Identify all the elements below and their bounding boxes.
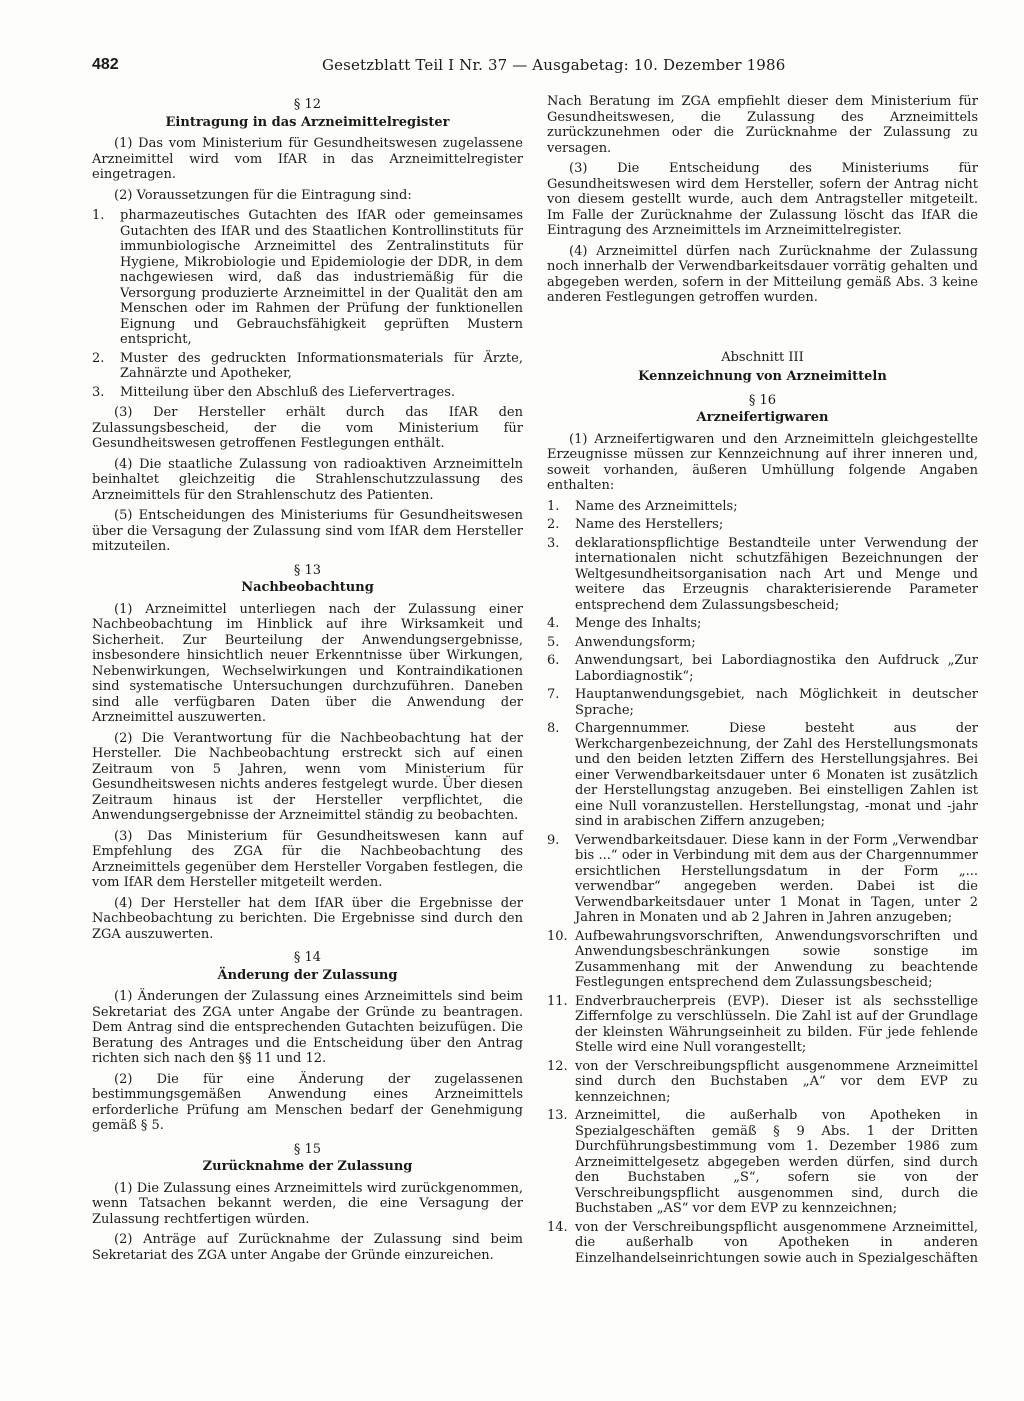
section-number: § 15 <box>293 1141 322 1157</box>
list-item <box>547 635 978 651</box>
list-text: Anwendungsform; <box>575 634 696 650</box>
list-item <box>547 929 978 991</box>
right-column <box>547 94 978 1271</box>
paragraph: (2) Die für eine Änderung der zugelassenen bestimmungsgemäßen Anwendung eines Arzneimittels erforderliche Prüfung am Menschen bedarf der Genehmigung gemäß § 5. <box>92 1071 523 1133</box>
paragraph: (3) Der Hersteller erhält durch das IfAR den Zulassungsbescheid, der die vom Ministerium für Gesundheitswesen getroffenen Festlegungen enthält. <box>92 405 523 451</box>
section-15 <box>92 1142 523 1264</box>
section-15-continued <box>547 94 978 306</box>
paragraph: (2) Die Verantwortung für die Nachbeobachtung hat der Hersteller. Die Nachbeobachtung erstreckt sich auf einen Zeitraum von 5 Jahren, wenn vom Ministerium für Gesundheitswesen nichts anderes festgelegt wurde. Über diesen Zeitraum hinaus ist der Hersteller verpflichtet, die Anwendungsergebnisse der Arzneimittel ständig zu beobachten. <box>92 730 523 823</box>
list-item <box>547 616 978 632</box>
section-title: Eintragung in das Arzneimittelregister <box>165 114 450 130</box>
list-text: Name des Arzneimittels; <box>575 498 738 514</box>
list-text: Name des Herstellers; <box>575 517 724 532</box>
section-title: Zurücknahme der Zulassung <box>202 1159 413 1174</box>
paragraph: (1) Arzneifertigwaren und den Arzneimitteln gleichgestellte Erzeugnisse müssen zur Kennzeichnung auf ihrer inneren und, soweit vorhanden, äußeren Umhüllung folgende Angaben enthalten: <box>547 431 978 493</box>
paragraph: (2) Anträge auf Zurücknahme der Zulassung sind beim Sekretariat des ZGA unter Angabe der Gründe einzureichen. <box>92 1232 523 1263</box>
paragraph: (1) Die Zulassung eines Arzneimittels wird zurückgenommen, wenn Tatsachen bekannt werden, die eine Versagung der Zulassung rechtfertigen würden. <box>92 1180 523 1227</box>
list-item <box>547 721 978 830</box>
list-number: 3. <box>547 535 560 551</box>
section-13 <box>92 563 523 943</box>
paragraph: (3) Das Ministerium für Gesundheitswesen kann auf Empfehlung des ZGA für die Nachbeobachtung des Arzneimittels gegenüber dem Hersteller Vorgaben festlegen, die vom IfAR dem Hersteller mitgeteilt werden. <box>92 828 523 890</box>
list-number: 8. <box>547 721 560 736</box>
list-text: Menge des Inhalts; <box>575 616 702 631</box>
list-text: Endverbraucherpreis (EVP). Dieser ist als sechsstellige Ziffernfolge zu verschlüsseln. Die Zahl ist auf der Grundlage der kleinsten Währungseinheit zu bilden. Für jede fehlende Stelle wird eine Null vorangestellt; <box>575 993 978 1055</box>
list-text: von der Verschreibungspflicht ausgenommene Arzneimittel, die außerhalb von Apotheken in anderen Einzelhandelseinrichtungen sowie auch in Spezialgeschäften <box>575 1219 979 1266</box>
list-number: 1. <box>547 498 560 514</box>
list-number: 2. <box>92 350 105 366</box>
list-number: 13. <box>547 1108 568 1123</box>
list-text: pharmazeutisches Gutachten des IfAR oder gemeinsames Gutachten des IfAR und des Staatlichen Kontrollinstituts für immunbiologische Arzneimittel des Zentralinstituts für Hygiene, Mikrobiologie und Epidemiologie der DDR, in dem nachgewiesen wird, daß das industriemäßig für die Versorgung produzierte Arzneimittel in der Qualität den am Menschen oder im Rahmen der Prüfung der funktionellen Eignung und Gebrauchsfähigkeit geprüften Mustern entspricht, <box>120 208 523 347</box>
list-text: Aufbewahrungsvorschriften, Anwendungsvorschriften und Anwendungsbeschränkungen sowie sonstige im Zusammenhang mit der Anwendung zu beachtende Festlegungen entsprechend dem Zulassungsbescheid; <box>575 928 978 990</box>
list-text: von der Verschreibungspflicht ausgenommene Arzneimittel sind durch den Buchstaben „A“ vor dem EVP zu kennzeichnen; <box>575 1058 978 1105</box>
paragraph: (5) Entscheidungen des Ministeriums für Gesundheitswesen über die Versagung der Zulassung sind vom IfAR dem Hersteller mitzuteilen. <box>92 508 523 554</box>
list-number: 4. <box>547 616 560 631</box>
section-title: Nachbeobachtung <box>241 580 374 595</box>
list-text: Hauptanwendungsgebiet, nach Möglichkeit in deutscher Sprache; <box>575 687 978 718</box>
requirements-list <box>92 208 523 400</box>
list-text: Anwendungsart, bei Labordiagnostika den Aufdruck „Zur Labordiagnostik“; <box>575 653 978 684</box>
list-number: 3. <box>92 384 105 400</box>
list-text: Verwendbarkeitsdauer. Diese kann in der Form „Verwendbar bis ...“ oder in Verbindung mit dem aus der Chargennummer ersichtlichen Herstellungsdatum in der Form „... verwendbar“ angegeben werden. Dabei ist die Verwendbarkeitsdauer unter 1 Monat in Tagen, unter 2 Jahren in Monaten und ab 2 Jahren in Jahren anzugeben; <box>575 832 978 925</box>
list-item <box>547 499 978 515</box>
chapter-heading: Kennzeichnung von Arzneimitteln <box>638 369 887 384</box>
list-item <box>547 536 978 614</box>
page-number: 482 <box>92 56 119 73</box>
list-number: 10. <box>547 928 568 944</box>
section-12 <box>92 97 523 555</box>
labeling-requirements-list <box>547 499 978 1267</box>
chapter-label: Abschnitt III <box>721 349 804 365</box>
list-item <box>547 1220 978 1267</box>
list-number: 14. <box>547 1219 568 1235</box>
list-number: 1. <box>92 208 105 223</box>
section-14 <box>92 950 523 1134</box>
list-text: Mitteilung über den Abschluß des Liefervertrages. <box>120 384 456 400</box>
list-item <box>547 517 978 533</box>
list-number: 2. <box>547 517 560 532</box>
left-column <box>92 94 523 1271</box>
list-number: 5. <box>547 634 560 650</box>
paragraph: (1) Änderungen der Zulassung eines Arzneimittels sind beim Sekretariat des ZGA unter Angabe der Gründe zu beantragen. Dem Antrag sind die entsprechenden Gutachten beizufügen. Die Beratung des Antrages und die Entscheidung über den Antrag richten sich nach den §§ 11 und 12. <box>92 989 523 1066</box>
section-16 <box>547 393 978 1267</box>
gazette-header-title: Gesetzblatt Teil I Nr. 37 — Ausgabetag: 10. Dezember 1986 <box>322 56 786 74</box>
list-item <box>92 385 523 401</box>
section-number: § 16 <box>748 392 777 408</box>
section-title: Änderung der Zulassung <box>217 967 398 983</box>
list-item <box>547 1059 978 1106</box>
paragraph: Nach Beratung im ZGA empfiehlt dieser dem Ministerium für Gesundheitswesen, die Zulassung des Arzneimittels zurückzunehmen oder die Zurücknahme der Zulassung zu versagen. <box>547 94 978 156</box>
list-text: Arzneimittel, die außerhalb von Apotheken in Spezialgeschäften gemäß § 9 Abs. 1 der Dritten Durchführungsbestimmung vom 1. Dezember 1986 zum Arzneimittelgesetz abgegeben werden dürfen, sind durch den Buchstaben „S“, sofern sie von der Verschreibungspflicht ausgenommen sind, durch die Buchstaben „AS“ vor dem EVP zu kennzeichnen; <box>575 1108 978 1216</box>
paragraph: (2) Voraussetzungen für die Eintragung sind: <box>114 187 412 203</box>
list-item <box>547 1108 978 1217</box>
paragraph: (3) Die Entscheidung des Ministeriums für Gesundheitswesen wird dem Hersteller, sofern der Antrag nicht von diesem gestellt wurde, auch dem Antragsteller mitgeteilt. Im Falle der Zurücknahme der Zulassung löscht das IfAR die Eintragung des Arzneimittels im Arzneimittelregister. <box>547 161 978 238</box>
list-item <box>547 687 978 718</box>
page-header <box>92 56 978 80</box>
list-text: Muster des gedruckten Informationsmaterials für Ärzte, Zahnärzte und Apotheker, <box>120 350 523 381</box>
list-number: 11. <box>547 993 568 1009</box>
list-item <box>547 833 978 926</box>
list-item <box>547 653 978 684</box>
list-text: Chargennummer. Diese besteht aus der Werkchargenbezeichnung, der Zahl des Herstellungsmonats und den beiden letzten Ziffern des Herstellungsjahres. Bei einer Verwendbarkeitsdauer unter 6 Monaten ist zusätzlich der Herstellungstag anzugeben. Bei einstelligen Zahlen ist eine Null voranzustellen. Herstellungstag, -monat und -jahr sind in arabischen Ziffern anzugeben; <box>575 721 978 829</box>
list-number: 6. <box>547 653 560 668</box>
paragraph: (4) Arzneimittel dürfen nach Zurücknahme der Zulassung noch innerhalb der Verwendbarkeitsdauer vorrätig gehalten und abgegeben werden, sofern in der Mitteilung gemäß Abs. 3 keine anderen Festlegungen getroffen wurden. <box>547 243 978 305</box>
section-number: § 12 <box>293 97 322 112</box>
list-number: 7. <box>547 687 560 702</box>
paragraph: (4) Der Hersteller hat dem IfAR über die Ergebnisse der Nachbeobachtung zu berichten. Die Ergebnisse sind durch den ZGA auszuwerten. <box>92 895 523 942</box>
list-item <box>92 351 523 382</box>
list-number: 12. <box>547 1058 568 1074</box>
paragraph: (1) Arzneimittel unterliegen nach der Zulassung einer Nachbeobachtung im Hinblick auf ihre Wirksamkeit und Sicherheit. Zur Beurteilung der Anwendungsergebnisse, insbesondere hinsichtlich neuer Erkenntnisse über Wirkungen, Nebenwirkungen, Wechselwirkungen und Kontraindikationen sind systematische Untersuchungen durchzuführen. Daneben sind alle verfügbaren Daten über die Anwendung der Arzneimittel auszuwerten. <box>92 601 523 725</box>
section-number: § 14 <box>293 950 322 965</box>
list-text: deklarationspflichtige Bestandteile unter Verwendung der internationalen nicht schutzfähigen Bezeichnungen der Weltgesundheitsorganisation nach Art und Menge und weitere das Erzeugnis charakterisierende Parameter entsprechend dem Zulassungsbescheid; <box>575 535 978 613</box>
list-number: 9. <box>547 832 560 848</box>
list-item <box>92 208 523 348</box>
text-columns <box>92 94 978 1271</box>
section-title: Arzneifertigwaren <box>696 410 829 425</box>
paragraph: (4) Die staatliche Zulassung von radioaktiven Arzneimitteln beinhaltet gleichzeitig die Strahlenschutzzulassung des Arzneimittels für den Strahlenschutz des Patienten. <box>92 456 523 503</box>
list-item <box>547 994 978 1056</box>
section-number: § 13 <box>293 562 322 578</box>
paragraph: (1) Das vom Ministerium für Gesundheitswesen zugelassene Arzneimittel wird vom IfAR in das Arzneimittelregister eingetragen. <box>92 136 523 182</box>
